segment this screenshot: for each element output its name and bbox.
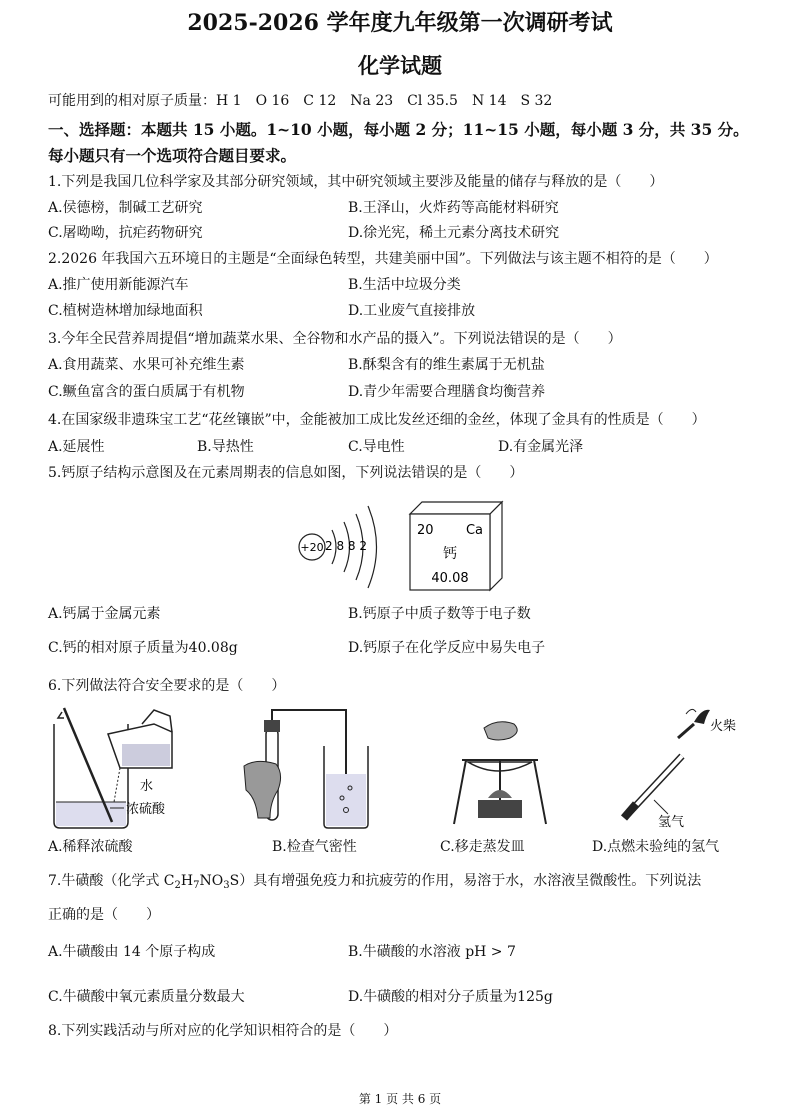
q3-option-b: B.酥梨含有的维生素属于无机盐 <box>348 357 545 373</box>
exam-title: 2025-2026 学年度九年级第一次调研考试 <box>187 10 613 36</box>
q3-option-c: C.鳜鱼富含的蛋白质属于有机物 <box>48 384 245 400</box>
q6-option-a: A.稀释浓硫酸 <box>48 839 133 855</box>
q3-option-d: D.青少年需要合理膳食均衡营养 <box>348 384 546 400</box>
q6-option-d: D.点燃未验纯的氢气 <box>592 839 720 855</box>
q1-stem: 1.下列是我国几位科学家及其部分研究领域，其中研究领域主要涉及能量的储存与释放的是（ ） <box>48 174 664 190</box>
q7-option-c: C.牛磺酸中氧元素质量分数最大 <box>48 989 245 1005</box>
electron-shells: 2 8 8 2 <box>325 539 367 553</box>
calcium-figure <box>290 492 510 592</box>
q4-stem: 4.在国家级非遗珠宝工艺“花丝镶嵌”中，金能被加工成比发丝还细的金丝，体现了金具有的性质是（ ） <box>48 412 706 428</box>
q5-option-b: B.钙原子中质子数等于电子数 <box>348 606 531 622</box>
element-symbol: Ca <box>465 523 483 538</box>
q1-option-a: A.侯德榜，制碱工艺研究 <box>48 200 203 216</box>
section-heading: 一、选择题：本题共 15 小题。1~10 小题，每小题 2 分；11~15 小题，每小题 3 分，共 35 分。 <box>48 120 749 139</box>
q7-stem-2: 正确的是（ ） <box>48 907 160 923</box>
q4-option-d: D.有金属光泽 <box>498 439 584 455</box>
section-heading-2: 每小题只有一个选项符合题目要求。 <box>48 146 297 165</box>
label-water: 水 <box>140 779 154 794</box>
q3-option-a: A.食用蔬菜、水果可补充维生素 <box>48 357 245 373</box>
q3-stem: 3.今年全民营养周提倡“增加蔬菜水果、全谷物和水产品的摄入”。下列说法错误的是（ ） <box>48 331 622 347</box>
nucleus-charge: +20 <box>300 541 324 554</box>
q5-option-c: C.钙的相对原子质量为40.08g <box>48 640 238 656</box>
q2-option-b: B.生活中垃圾分类 <box>348 277 461 293</box>
q5-option-a: A.钙属于金属元素 <box>48 606 161 622</box>
q7-stem: 7.牛磺酸（化学式 $C_2H_7NO_3S$）具有增强免疫力和抗疲劳的作用，易溶于水，水溶液呈微酸性。下列说法 <box>48 873 702 891</box>
q2-option-d: D.工业废气直接排放 <box>348 303 476 319</box>
figure-b-airtightness <box>236 706 386 832</box>
q2-option-a: A.推广使用新能源汽车 <box>48 277 189 293</box>
label-conc-acid: 浓硫酸 <box>126 802 166 817</box>
figure-a-dilute-acid <box>44 704 204 832</box>
atomic-number: 20 <box>417 523 434 538</box>
q5-stem: 5.钙原子结构示意图及在元素周期表的信息如图，下列说法错误的是（ ） <box>48 465 524 481</box>
page-footer: 第 1 页 共 6 页 <box>358 1092 442 1106</box>
q1-option-d: D.徐光宪，稀土元素分离技术研究 <box>348 225 560 241</box>
q7-option-b: B.牛磺酸的水溶液 pH > 7 <box>348 944 516 960</box>
q1-option-c: C.屠呦呦，抗疟药物研究 <box>48 225 203 241</box>
q4-option-c: C.导电性 <box>348 439 405 455</box>
q7-option-a: A.牛磺酸由 14 个原子构成 <box>48 944 216 960</box>
q8-stem: 8.下列实践活动与所对应的化学知识相符合的是（ ） <box>48 1023 398 1039</box>
q5-option-d: D.钙原子在化学反应中易失电子 <box>348 640 546 656</box>
atomic-mass: 40.08 <box>431 571 469 586</box>
q6-stem: 6.下列做法符合安全要求的是（ ） <box>48 678 286 694</box>
label-hydrogen: 氢气 <box>658 815 685 830</box>
atomic-masses: 可能用到的相对原子质量：H 1 O 16 C 12 Na 23 Cl 35.5 N 14 S 32 <box>48 93 553 109</box>
q7-option-d: D.牛磺酸的相对分子质量为125g <box>348 989 553 1005</box>
exam-subtitle: 化学试题 <box>358 53 442 78</box>
q4-option-b: B.导热性 <box>197 439 254 455</box>
figure-d-ignite-hydrogen <box>614 704 764 832</box>
periodic-table-cell <box>410 502 502 590</box>
q2-option-c: C.植树造林增加绿地面积 <box>48 303 203 319</box>
q4-option-a: A.延展性 <box>48 439 105 455</box>
label-match: 火柴 <box>710 719 737 734</box>
q6-option-c: C.移走蒸发皿 <box>440 839 525 855</box>
atom-structure-diagram <box>299 506 377 588</box>
figure-c-evaporating-dish <box>448 708 568 832</box>
element-name: 钙 <box>443 546 457 562</box>
q1-option-b: B.王泽山，火炸药等高能材料研究 <box>348 200 559 216</box>
q2-stem: 2.2026 年我国六五环境日的主题是“全面绿色转型，共建美丽中国”。下列做法与该主题不相符的是（ ） <box>48 251 718 267</box>
q6-option-b: B.检查气密性 <box>272 839 357 855</box>
